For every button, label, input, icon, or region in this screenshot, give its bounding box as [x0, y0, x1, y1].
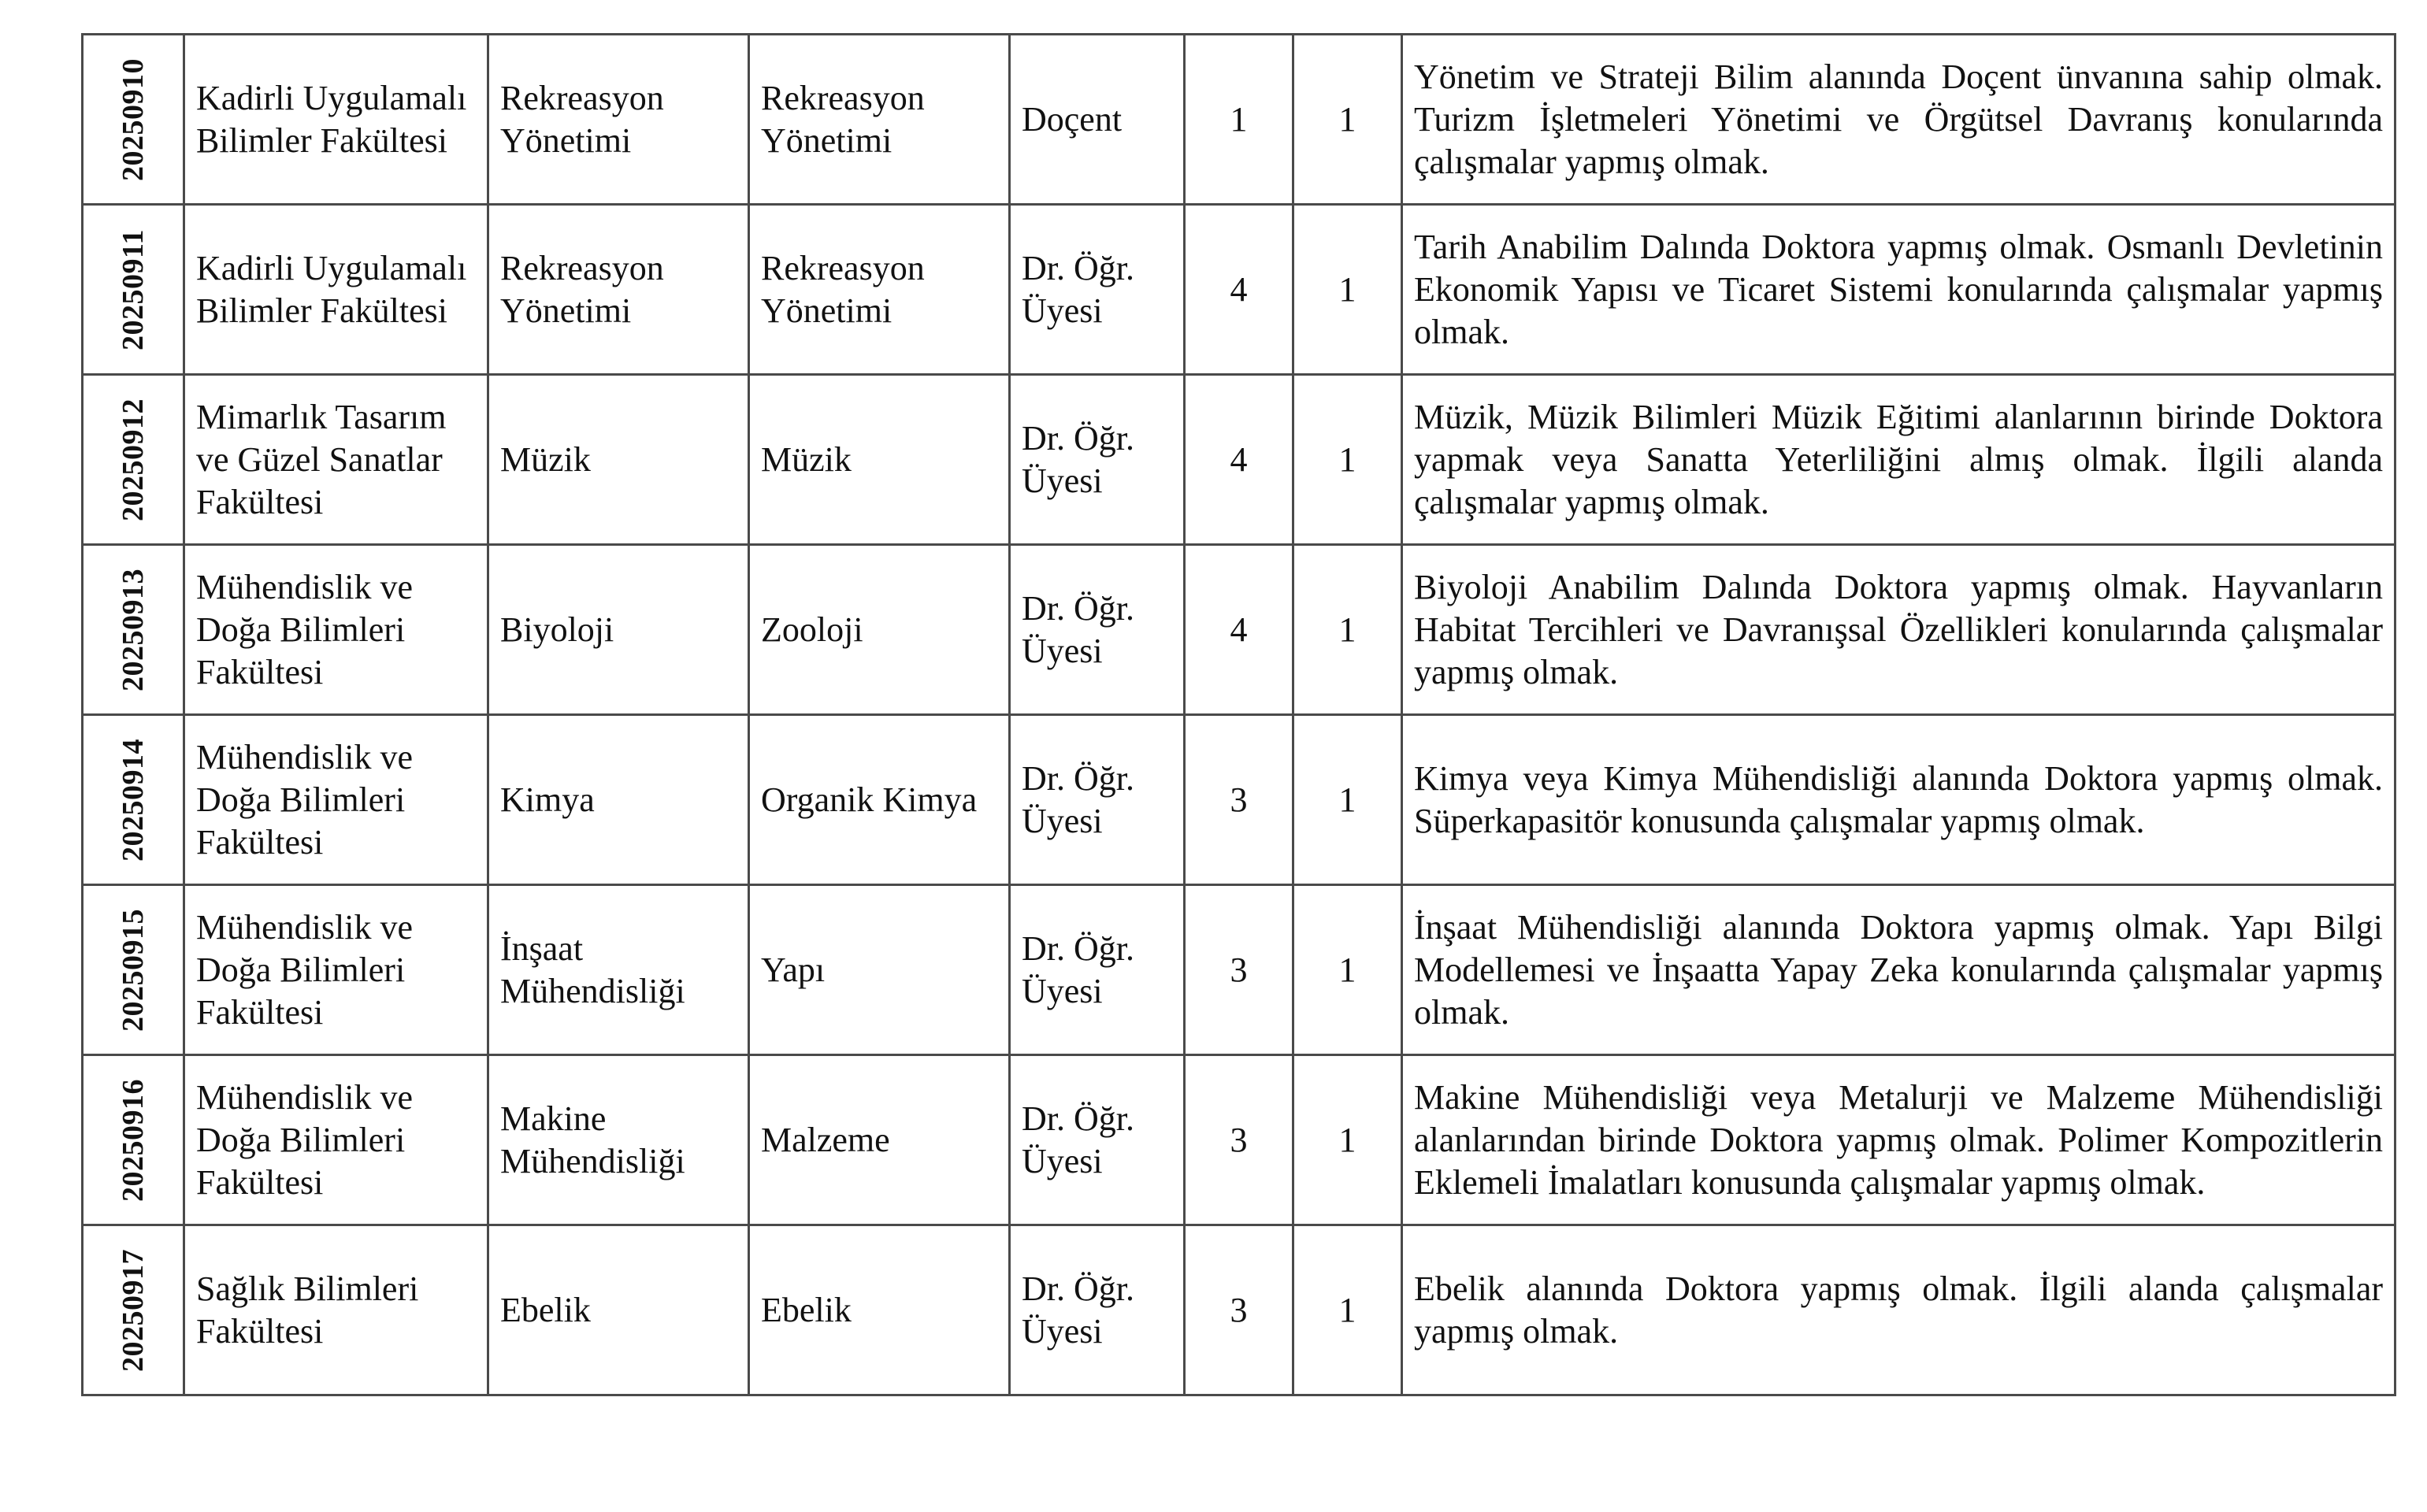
position-code-cell	[83, 375, 184, 545]
department-cell: Rekreasyon Yönetimi	[488, 35, 749, 205]
position-code-cell	[83, 885, 184, 1055]
position-code-cell	[83, 715, 184, 885]
requirements-cell: Biyoloji Anabilim Dalında Doktora yapmış olmak. Hayvanların Habitat Tercihleri ve Davranışsal Özellikleri konularında çalışmalar yapmış olmak.	[1402, 545, 2395, 715]
degree-cell: 4	[1185, 545, 1293, 715]
faculty-cell: Mimarlık Tasarım ve Güzel Sanatlar Fakültesi	[184, 375, 488, 545]
title-cell: Dr. Öğr. Üyesi	[1010, 205, 1185, 375]
requirements-cell: Kimya veya Kimya Mühendisliği alanında Doktora yapmış olmak. Süperkapasitör konusunda çalışmalar yapmış olmak.	[1402, 715, 2395, 885]
position-code: 20250917	[117, 1248, 150, 1372]
count-cell: 1	[1293, 35, 1402, 205]
count-cell: 1	[1293, 205, 1402, 375]
position-code-cell	[83, 35, 184, 205]
requirements-cell: Makine Mühendisliği veya Metalurji ve Malzeme Mühendisliği alanlarından birinde Doktora yapmış olmak. Polimer Kompozitlerin Eklemeli İmalatları konusunda çalışmalar yapmış olmak.	[1402, 1055, 2395, 1225]
table-body	[83, 35, 2395, 1395]
degree-cell: 4	[1185, 205, 1293, 375]
faculty-cell: Mühendislik ve Doğa Bilimleri Fakültesi	[184, 885, 488, 1055]
count-cell: 1	[1293, 715, 1402, 885]
program-cell: Rekreasyon Yönetimi	[749, 205, 1010, 375]
title-cell: Dr. Öğr. Üyesi	[1010, 375, 1185, 545]
count-cell: 1	[1293, 545, 1402, 715]
position-code: 20250913	[117, 568, 150, 691]
table-row	[83, 885, 2395, 1055]
department-cell: Müzik	[488, 375, 749, 545]
program-cell: Zooloji	[749, 545, 1010, 715]
faculty-cell: Mühendislik ve Doğa Bilimleri Fakültesi	[184, 1055, 488, 1225]
faculty-cell: Mühendislik ve Doğa Bilimleri Fakültesi	[184, 545, 488, 715]
table-row	[83, 35, 2395, 205]
position-code: 20250911	[117, 228, 150, 350]
program-cell: Organik Kimya	[749, 715, 1010, 885]
faculty-cell: Kadirli Uygulamalı Bilimler Fakültesi	[184, 205, 488, 375]
faculty-cell: Sağlık Bilimleri Fakültesi	[184, 1225, 488, 1395]
title-cell: Dr. Öğr. Üyesi	[1010, 545, 1185, 715]
position-code-cell	[83, 1225, 184, 1395]
positions-table	[81, 33, 2396, 1396]
degree-cell: 4	[1185, 375, 1293, 545]
faculty-cell: Mühendislik ve Doğa Bilimleri Fakültesi	[184, 715, 488, 885]
count-cell: 1	[1293, 885, 1402, 1055]
department-cell: Ebelik	[488, 1225, 749, 1395]
requirements-cell: Müzik, Müzik Bilimleri Müzik Eğitimi alanlarının birinde Doktora yapmak veya Sanatta Yeterliliğini almış olmak. İlgili alanda çalışmalar yapmış olmak.	[1402, 375, 2395, 545]
title-cell: Dr. Öğr. Üyesi	[1010, 885, 1185, 1055]
table-row	[83, 1225, 2395, 1395]
degree-cell: 3	[1185, 715, 1293, 885]
department-cell: İnşaat Mühendisliği	[488, 885, 749, 1055]
count-cell: 1	[1293, 1225, 1402, 1395]
position-code-cell	[83, 545, 184, 715]
position-code-cell	[83, 1055, 184, 1225]
degree-cell: 3	[1185, 1055, 1293, 1225]
degree-cell: 1	[1185, 35, 1293, 205]
table-row	[83, 545, 2395, 715]
count-cell: 1	[1293, 375, 1402, 545]
position-code: 20250912	[117, 398, 150, 521]
program-cell: Ebelik	[749, 1225, 1010, 1395]
position-code: 20250910	[117, 57, 150, 181]
table-row	[83, 1055, 2395, 1225]
count-cell: 1	[1293, 1055, 1402, 1225]
position-code: 20250916	[117, 1078, 150, 1202]
requirements-cell: Tarih Anabilim Dalında Doktora yapmış olmak. Osmanlı Devletinin Ekonomik Yapısı ve Ticaret Sistemi konularında çalışmalar yapmış olmak.	[1402, 205, 2395, 375]
position-code: 20250914	[117, 738, 150, 862]
program-cell: Rekreasyon Yönetimi	[749, 35, 1010, 205]
program-cell: Müzik	[749, 375, 1010, 545]
program-cell: Yapı	[749, 885, 1010, 1055]
table-row	[83, 205, 2395, 375]
degree-cell: 3	[1185, 885, 1293, 1055]
table-row	[83, 375, 2395, 545]
requirements-cell: Ebelik alanında Doktora yapmış olmak. İlgili alanda çalışmalar yapmış olmak.	[1402, 1225, 2395, 1395]
faculty-cell: Kadirli Uygulamalı Bilimler Fakültesi	[184, 35, 488, 205]
requirements-cell: İnşaat Mühendisliği alanında Doktora yapmış olmak. Yapı Bilgi Modellemesi ve İnşaatta Yapay Zeka konularında çalışmalar yapmış olmak.	[1402, 885, 2395, 1055]
requirements-cell: Yönetim ve Strateji Bilim alanında Doçent ünvanına sahip olmak. Turizm İşletmeleri Yönetimi ve Örgütsel Davranış konularında çalışmalar yapmış olmak.	[1402, 35, 2395, 205]
title-cell: Doçent	[1010, 35, 1185, 205]
position-code-cell	[83, 205, 184, 375]
position-code: 20250915	[117, 908, 150, 1032]
title-cell: Dr. Öğr. Üyesi	[1010, 1225, 1185, 1395]
department-cell: Kimya	[488, 715, 749, 885]
title-cell: Dr. Öğr. Üyesi	[1010, 715, 1185, 885]
department-cell: Rekreasyon Yönetimi	[488, 205, 749, 375]
title-cell: Dr. Öğr. Üyesi	[1010, 1055, 1185, 1225]
department-cell: Biyoloji	[488, 545, 749, 715]
table-row	[83, 715, 2395, 885]
degree-cell: 3	[1185, 1225, 1293, 1395]
program-cell: Malzeme	[749, 1055, 1010, 1225]
department-cell: Makine Mühendisliği	[488, 1055, 749, 1225]
